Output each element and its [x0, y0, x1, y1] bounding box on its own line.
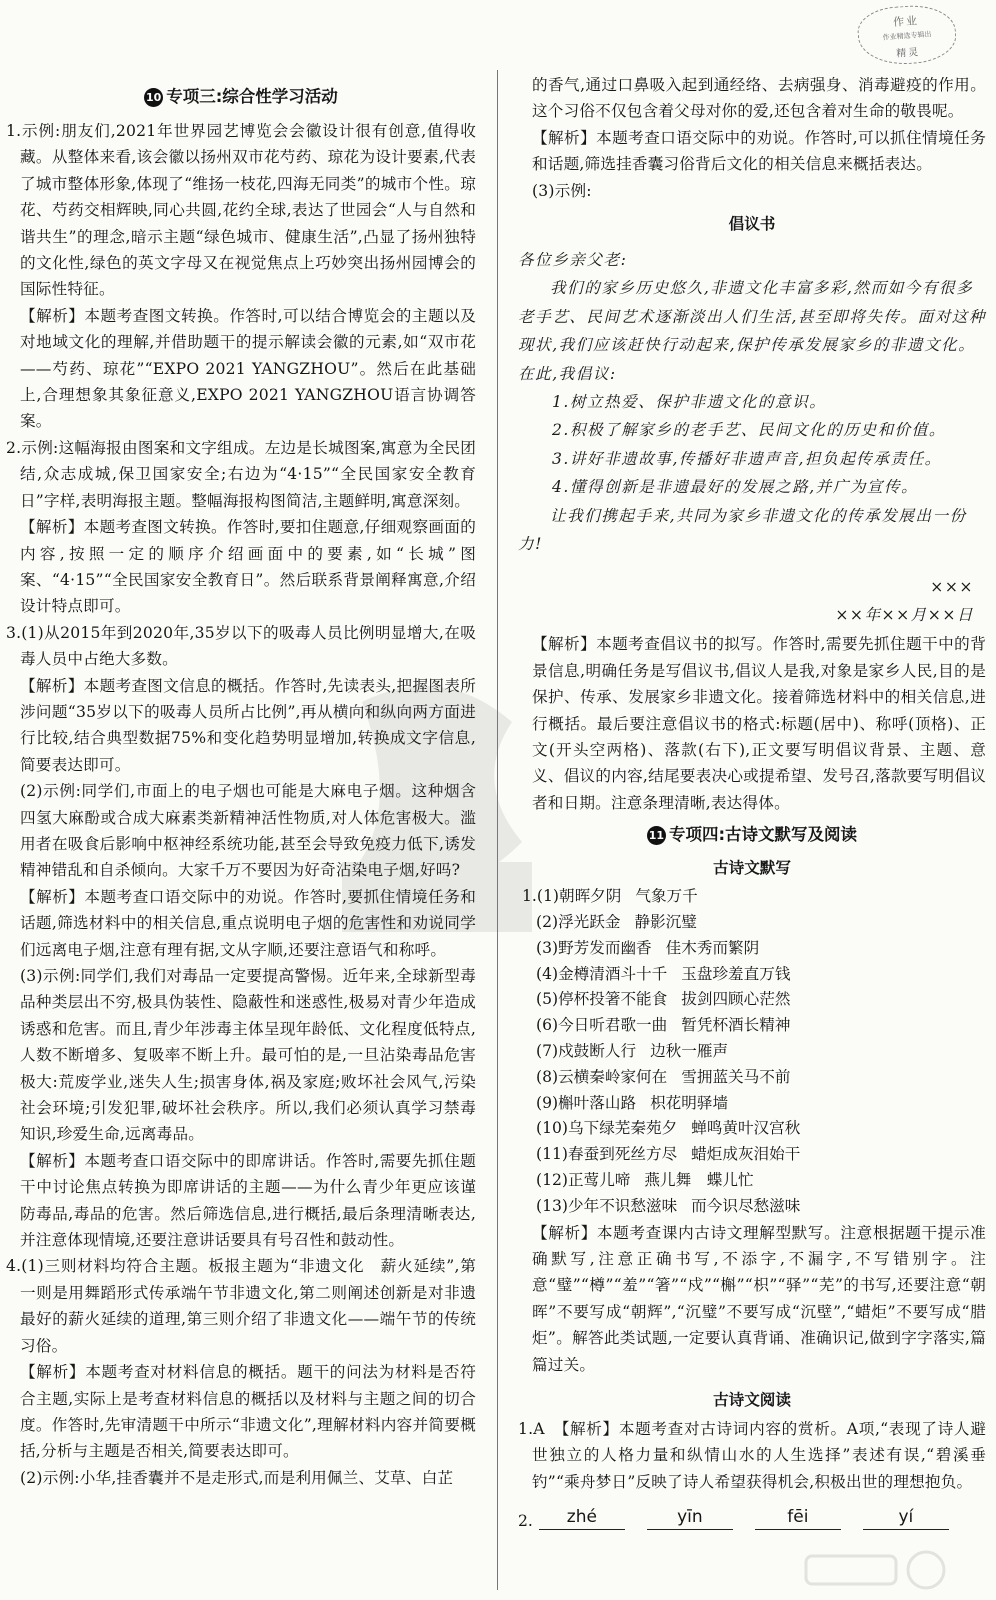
answer-paragraph: (2)示例:小华,挂香囊并不是走形式,而是利用佩兰、艾草、白芷	[20, 1468, 454, 1487]
poem-second-half: 蝉鸣黄叶汉宫秋	[691, 1119, 801, 1138]
poem-line	[518, 1091, 986, 1117]
answer-paragraph: 1.示例:朋友们,2021年世界园艺博览会会徽设计很有创意,值得收藏。从整体来看,该会徽以扬州双市花芍药、琼花为设计要素,代表了城市整体形象,体现了“维扬一枝花,四海无同类”的城市个性。琼花、芍药交相辉映,同心共圆,花约全球,表达了世园会“人与自然和谐共生”的理念,暗示主题“绿色城市、健康生活”,凸显了扬州独特的文化性,绿色的英文字母又在视觉焦点上巧妙突出扬州园博会的国际性特征。	[6, 122, 476, 299]
proposal-signature: ×××	[930, 577, 974, 596]
poem-first-half: (5)停杯投箸不能食	[536, 990, 668, 1009]
poem-first-half: (11)春蚕到死丝方尽	[536, 1145, 678, 1164]
poem-line	[518, 1142, 986, 1168]
poem-second-half: 玉盘珍羞直万钱	[681, 964, 791, 983]
left-paragraphs	[6, 118, 476, 1491]
poem-second-half: 拔剑四顾心茫然	[681, 990, 791, 1009]
q2-label: 2.	[518, 1512, 533, 1531]
poem-second-half: 雪拥蓝关马不前	[681, 1067, 791, 1086]
proposal-item: 1.树立热爱、保护非遗文化的意识。	[552, 393, 827, 412]
poem-first-half: (9)槲叶落山路	[536, 1093, 637, 1112]
poem-second-half: 静影沉璧	[634, 912, 697, 931]
proposal-item: 3.讲好非遗故事,传播好非遗声音,担负起传承责任。	[552, 449, 942, 468]
poem-line	[518, 1116, 986, 1142]
section-title-text: 专项三:综合性学习活动	[166, 87, 338, 106]
analysis-proposal: 【解析】本题考查倡议书的拟写。作答时,需要先抓住题干中的背景信息,明确任务是写倡议书,倡议人是我,对象是家乡人民,目的是保护、传承、发展家乡非遗文化。接着筛选材料中的相关信息,进行概括。最后要注意倡议书的格式:标题(居中)、称呼(顶格)、正文(开头空两格)、落款(右下),正文要写明倡议背景、主题、意义、倡议的内容,结尾要表决心或提希望、发号召,落款要写明倡议者和日期。注意条理清晰,表达得体。	[532, 635, 986, 812]
pinyin-blank: zhé	[539, 1505, 625, 1530]
section-number-badge: 11	[647, 826, 666, 845]
proposal-closing: 让我们携起手来,共同为家乡非遗文化的传承发展出一份力!	[518, 506, 967, 554]
stamp-line2: 作业精选专辑出	[882, 30, 932, 42]
pinyin-blank: yí	[863, 1505, 949, 1530]
analysis-paragraph: 【解析】本题考查口语交际中的劝说。作答时,可以抓住情境任务和话题,筛选挂香囊习俗背后文化的相关信息来概括表达。	[532, 128, 986, 174]
pinyin-blank: yīn	[647, 1505, 733, 1530]
poem-answers	[518, 884, 986, 1219]
subsection-recitation: 古诗文默写	[713, 859, 791, 878]
pinyin-answers	[518, 1505, 986, 1530]
answer-paragraph: 2.示例:这幅海报由图案和文字组成。左边是长城图案,寓意为全民团结,众志成城,保卫国家安全;右边为“4·15”“全民国家安全教育日”字样,表明海报主题。整幅海报构图简洁,主题鲜明,寓意深刻。	[6, 438, 476, 510]
poem-first-half: (4)金樽清酒斗十千	[536, 964, 668, 983]
poem-first-half: (2)浮光跃金	[536, 912, 621, 931]
proposal-date: ××年××月××日	[835, 605, 974, 624]
poem-second-half: 燕儿舞 蝶儿忙	[644, 1170, 754, 1189]
section-title-3	[6, 86, 476, 108]
proposal-item: 4.懂得创新是非遗最好的发展之路,并广为宣传。	[552, 478, 919, 497]
poem-first-half: (6)今日听君歌一曲	[536, 1016, 668, 1035]
poem-line	[518, 1039, 986, 1065]
poem-second-half: 而今识尽愁滋味	[691, 1196, 801, 1215]
subsection-reading: 古诗文阅读	[713, 1390, 791, 1409]
poem-line	[518, 1194, 986, 1220]
poem-second-half: 枳花明驿墙	[650, 1093, 729, 1112]
poem-first-half: (12)正莺儿啼	[536, 1170, 631, 1189]
answer-paragraph: 的香气,通过口鼻吸入起到通经络、去病强身、消毒避疫的作用。这个习俗不仅包含着父母对你的爱,还包含着对生命的敬畏呢。	[532, 76, 986, 121]
poem-second-half: 暂凭杯酒长精神	[681, 1016, 791, 1035]
poem-first-half: (8)云横秦岭家何在	[536, 1067, 668, 1086]
pinyin-blank: fēi	[755, 1505, 841, 1530]
poem-question-number: 1.	[522, 887, 537, 906]
stamp-line1: 作业	[892, 14, 920, 29]
stamp-line3: 精灵	[895, 47, 921, 60]
analysis-poem: 【解析】本题考查课内古诗文理解型默写。注意根据题干提示准确默写,注意正确书写,不添字,不漏字,不写错别字。注意“璧”“樽”“羞”“箸”“戍”“槲”“枳”“驿”“芜”的书写,还要注意“朝晖”不要写成“朝辉”,“沉璧”不要写成“沉壁”,“蜡炬”不要写成“腊炬”。解答此类试题,一定要认真背诵、准确识记,做到字字落实,篇篇过关。	[532, 1223, 986, 1374]
poem-first-half: (10)乌下绿芜秦苑夕	[536, 1119, 678, 1138]
analysis-paragraph: 【解析】本题考查图文转换。作答时,要扣住题意,仔细观察画面的内容,按照一定的顺序介绍画面中的要素,如“长城”图案、“4·15”“全民国家安全教育日”。然后联系背景阐释寓意,介绍设计特点即可。	[20, 518, 476, 616]
poem-line	[518, 962, 986, 988]
right-column	[518, 72, 986, 1530]
analysis-paragraph: 【解析】本题考查图文转换。作答时,可以结合博览会的主题以及对地域文化的理解,并借助题干的提示解读会徽的元素,如“双市花——芍药、琼花”“EXPO 2021 YANGZHOU”。然后在此基础上,合理想象其象征意义,EXPO 2021 YANGZHOU语言协调答案。	[20, 306, 476, 431]
section-number-badge: 10	[144, 88, 163, 107]
poem-first-half: (1)朝晖夕阴	[536, 887, 622, 906]
corner-watermark	[796, 1548, 966, 1596]
poem-first-half: (7)戍鼓断人行	[536, 1041, 637, 1060]
right-top-paragraphs	[518, 72, 986, 204]
answer-paragraph: (2)示例:同学们,市面上的电子烟也可能是大麻电子烟。这种烟含四氢大麻酚或合成大麻素类新精神活性物质,对人体危害极大。滥用者在吸食后影响中枢神经系统功能,甚至会导致免疫力低下,诱发精神错乱和自杀倾向。大家千万不要因为好奇沾染电子烟,好吗?	[20, 782, 476, 880]
poem-line	[518, 936, 986, 962]
analysis-paragraph: 【解析】本题考查口语交际中的劝说。作答时,要抓住情境任务和话题,筛选材料中的相关信息,重点说明电子烟的危害性和劝说同学们远离电子烟,注意有理有据,文从字顺,还要注意语气和称呼。	[20, 887, 476, 959]
left-column	[6, 74, 476, 1491]
proposal-greeting: 各位乡亲父老:	[518, 251, 628, 270]
poem-second-half: 蜡炬成灰泪始干	[691, 1145, 801, 1164]
poem-line	[518, 987, 986, 1013]
poem-second-half: 气象万千	[635, 887, 698, 906]
poem-line	[518, 1168, 986, 1194]
poem-first-half: (3)野芳发而幽香	[536, 938, 652, 957]
poem-line	[518, 1013, 986, 1039]
poem-second-half: 边秋一雁声	[650, 1041, 729, 1060]
poem-line	[518, 1065, 986, 1091]
answer-paragraph: 4.(1)三则材料均符合主题。板报主题为“非遗文化 薪火延续”,第一则是用舞蹈形式传承端午节非遗文化,第二则阐述创新是对非遗最好的薪火延续的道理,第三则介绍了非遗文化——端午节的传统习俗。	[6, 1257, 476, 1355]
answer-paragraph: (3)示例:同学们,我们对毒品一定要提高警惕。近年来,全球新型毒品种类层出不穷,极具伪装性、隐蔽性和迷惑性,极易对青少年造成诱惑和危害。而且,青少年涉毒主体呈现年龄低、文化程度低特点,人数不断增多、复吸率不断上升。最可怕的是,一旦沾染毒品危害极大:荒废学业,迷失人生;损害身体,祸及家庭;败坏社会风气,污染社会环境;引发犯罪,破坏社会秩序。所以,我们必须认真学习禁毒知识,珍爱生命,远离毒品。	[20, 967, 477, 1144]
analysis-paragraph: 【解析】本题考查图文信息的概括。作答时,先读表头,把握图表所涉问题“35岁以下的吸毒人员所占比例”,再从横向和纵向两方面进行比较,结合典型数据75%和变化趋势明显增加,转换成文字信息,简要表达即可。	[20, 676, 476, 774]
section-title-4	[518, 824, 986, 846]
proposal-item: 2.积极了解家乡的老手艺、民间文化的历史和价值。	[552, 421, 946, 440]
proposal-body: 我们的家乡历史悠久,非遗文化丰富多彩,然而如今有很多老手艺、民间艺术逐渐淡出人们生活,甚至即将失传。面对这种现状,我们应该赶快行动起来,保护传承发展家乡的非遗文化。在此,我倡议:	[518, 279, 986, 383]
proposal-items	[518, 388, 986, 502]
poem-second-half: 佳木秀而繁阴	[665, 938, 760, 957]
answer-paragraph: (3)示例:	[532, 181, 592, 200]
poem-first-half: (13)少年不识愁滋味	[536, 1196, 678, 1215]
section-title-text: 专项四:古诗文默写及阅读	[668, 825, 858, 845]
poem-line	[518, 910, 986, 936]
column-divider	[497, 70, 498, 1590]
analysis-paragraph: 【解析】本题考查对材料信息的概括。题干的问法为材料是否符合主题,实际上是考查材料信息的概括以及材料与主题之间的切合度。作答时,先审清题干中所示“非遗文化”,理解材料内容并简要概括,分析与主题是否相关,简要表达即可。	[20, 1363, 476, 1461]
answer-paragraph: 3.(1)从2015年到2020年,35岁以下的吸毒人员比例明显增大,在吸毒人员中占绝大多数。	[6, 623, 476, 669]
proposal-title: 倡议书	[728, 215, 776, 234]
homework-stamp	[856, 3, 958, 68]
reading-answer-1: 1.A 【解析】本题考查对古诗词内容的赏析。A项,“表现了诗人避世独立的人格力量和纵情山水的人生选择”表述有误,“碧溪垂钓”“乘舟梦日”反映了诗人希望获得机会,积极出世的理想抱负。	[518, 1419, 986, 1491]
poem-line	[518, 884, 986, 910]
analysis-paragraph: 【解析】本题考查口语交际中的即席讲话。作答时,需要先抓住题干中讨论焦点转换为即席讲话的主题——为什么青少年更应该谨防毒品,毒品的危害。然后筛选信息,进行概括,最后条理清晰表达,并注意体现情境,还要注意讲话要具有号召性和鼓动性。	[20, 1151, 476, 1250]
